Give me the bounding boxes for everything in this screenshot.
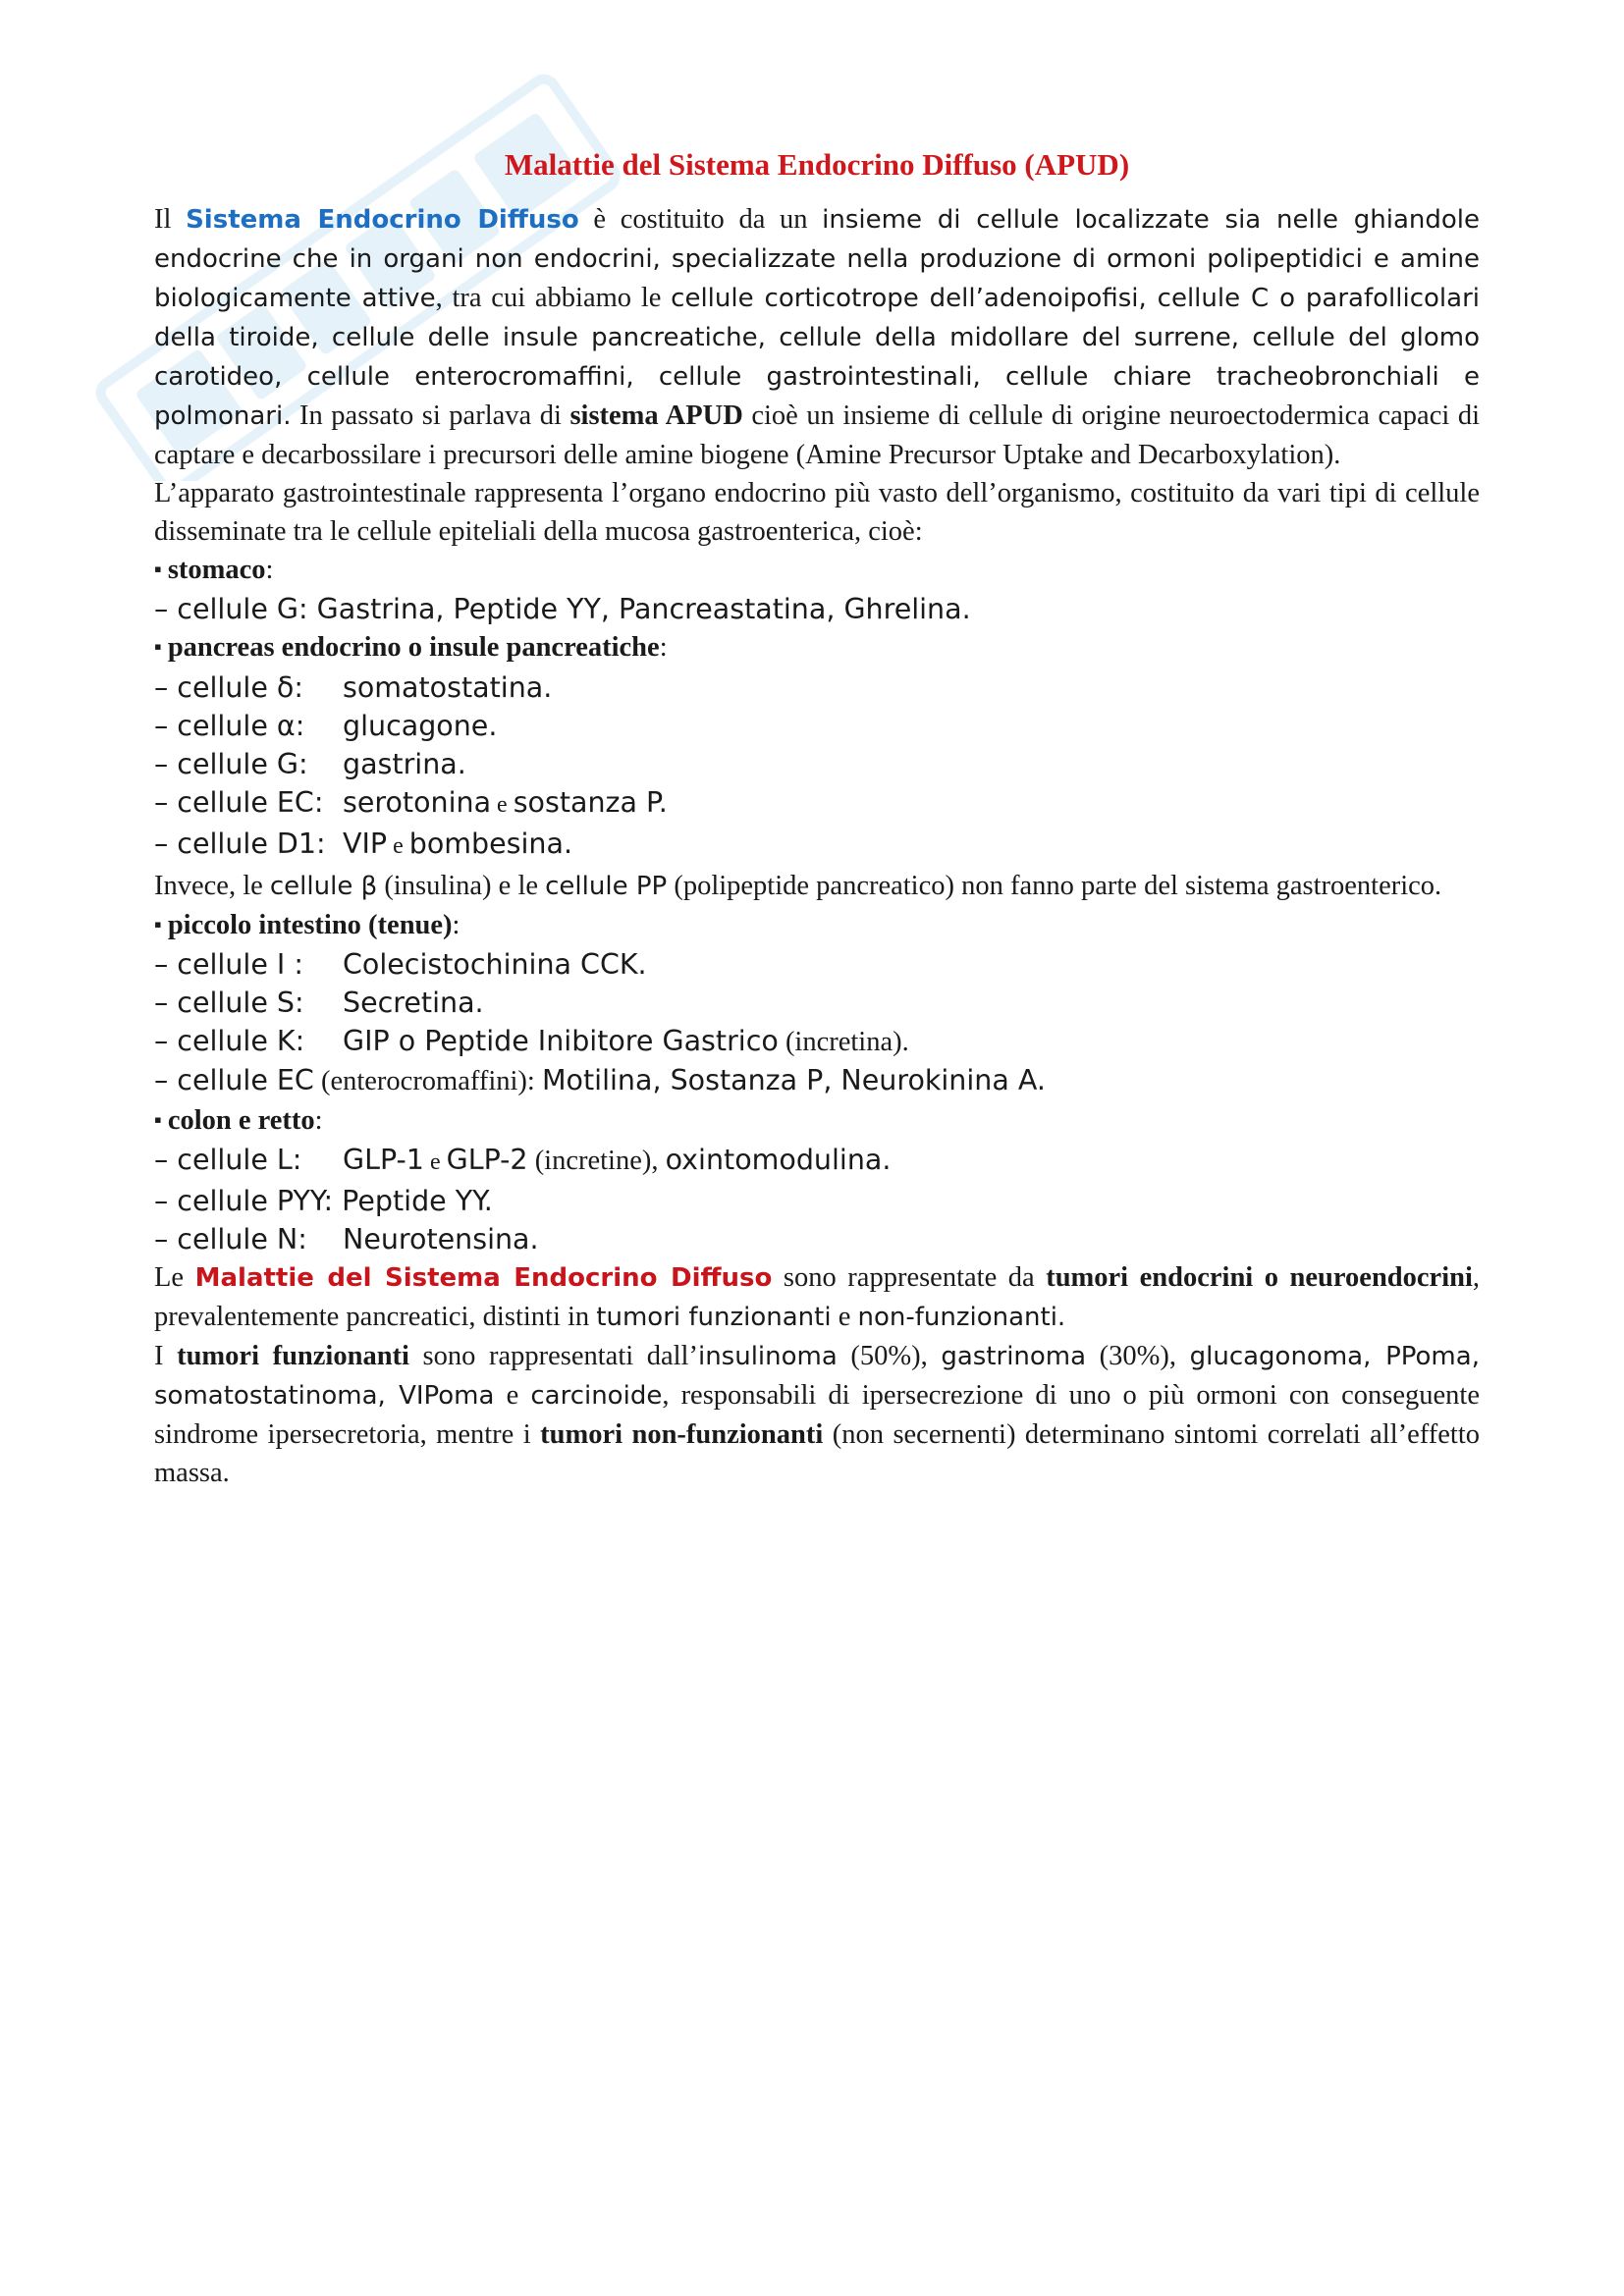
list-item: – cellule G: Gastrina, Peptide YY, Pancreastatina, Ghrelina. <box>154 593 971 626</box>
term-malattie: Malattie del Sistema Endocrino Diffuso <box>194 1263 773 1294</box>
list-item: – cellule δ: somatostatina. <box>154 670 553 704</box>
document-page <box>154 147 1480 1492</box>
list-item: – cellule PYY: Peptide YY. <box>154 1185 493 1218</box>
section-colon: ▪ colon e retto: <box>154 1101 1480 1141</box>
list-item: – cellule L: GLP-1 e GLP-2 (incretine), oxintomodulina. <box>154 1143 892 1176</box>
list-item: – cellule EC: serotonina e sostanza P. <box>154 786 668 820</box>
term-sistema-apud: sistema APUD <box>569 400 743 431</box>
list-item: – cellule N: Neurotensina. <box>154 1223 539 1256</box>
list-item: – cellule EC (enterocromaffini): Motilina, Sostanza P, Neurokinina A. <box>154 1064 1046 1097</box>
list-item: – cellule α: glucagone. <box>154 709 498 742</box>
invece-paragraph: Invece, le cellule β (insulina) e le cellule PP (polipeptide pancreatico) non fanno parte del sistema gastroenterico. <box>154 870 1442 901</box>
list-item: – cellule D1: VIP e bombesina. <box>154 828 573 861</box>
list-item: – cellule I : Colecistochinina CCK. <box>154 947 647 981</box>
gi-paragraph: L’apparato gastrointestinale rappresenta l’organo endocrino più vasto dell’organismo, costituito da vari tipi di cellule disseminate tra le cellule epiteliali della mucosa gastroenterica, cioè: <box>154 478 1480 547</box>
section-stomaco: ▪ stomaco: <box>154 551 1480 590</box>
list-item: – cellule S: Secretina. <box>154 987 484 1020</box>
section-pancreas: ▪ pancreas endocrino o insule pancreatiche: <box>154 628 1480 667</box>
list-item: – cellule K: GIP o Peptide Inibitore Gastrico (incretina). <box>154 1025 909 1058</box>
malattie-paragraph: Le Malattie del Sistema Endocrino Diffuso sono rappresentate da tumori endocrini o neuroendocrini, prevalentemente pancreatici, distinti in tumori funzionanti e non-funzionanti. <box>154 1262 1481 1333</box>
list-item: – cellule G: gastrina. <box>154 748 466 781</box>
page-title: Malattie del Sistema Endocrino Diffuso (APUD) <box>504 147 1130 182</box>
tumori-paragraph: I tumori funzionanti sono rappresentati dall’insulinoma (50%), gastrinoma (30%), glucagonoma, PPoma, somatostatinoma, VIPoma e carcinoide, responsabili di ipersecrezione di uno o più ormoni con conseguente sindrome ipersecretoria, mentre i tumori non-funzionanti (non secernenti) determinano sintomi correlati all’effetto massa. <box>154 1341 1481 1489</box>
section-tenue: ▪ piccolo intestino (tenue): <box>154 906 1480 945</box>
intro-paragraph: Il Sistema Endocrino Diffuso è costituito da un insieme di cellule localizzate sia nelle ghiandole endocrine che in organi non endocrini, specializzate nella produzione di ormoni polipeptidici e amine biologicamente attive, tra cui abbiamo le cellule corticotrope dell’adenoipofisi, cellule C o parafollicolari della tiroide, cellule delle insule pancreatiche, cellule della midollare del surrene, cellule del glomo carotideo, cellule enterocromaffini, cellule gastrointestinali, cellule chiare tracheobronchiali e polmonari. In passato si parlava di sistema APUD cioè un insieme di cellule di origine neuroectodermica capaci di captare e decarbossilare i precursori delle amine biogene (Amine Precursor Uptake and Decarboxylation). <box>154 204 1480 470</box>
term-sistema-endocrino-diffuso: Sistema Endocrino Diffuso <box>186 205 579 235</box>
